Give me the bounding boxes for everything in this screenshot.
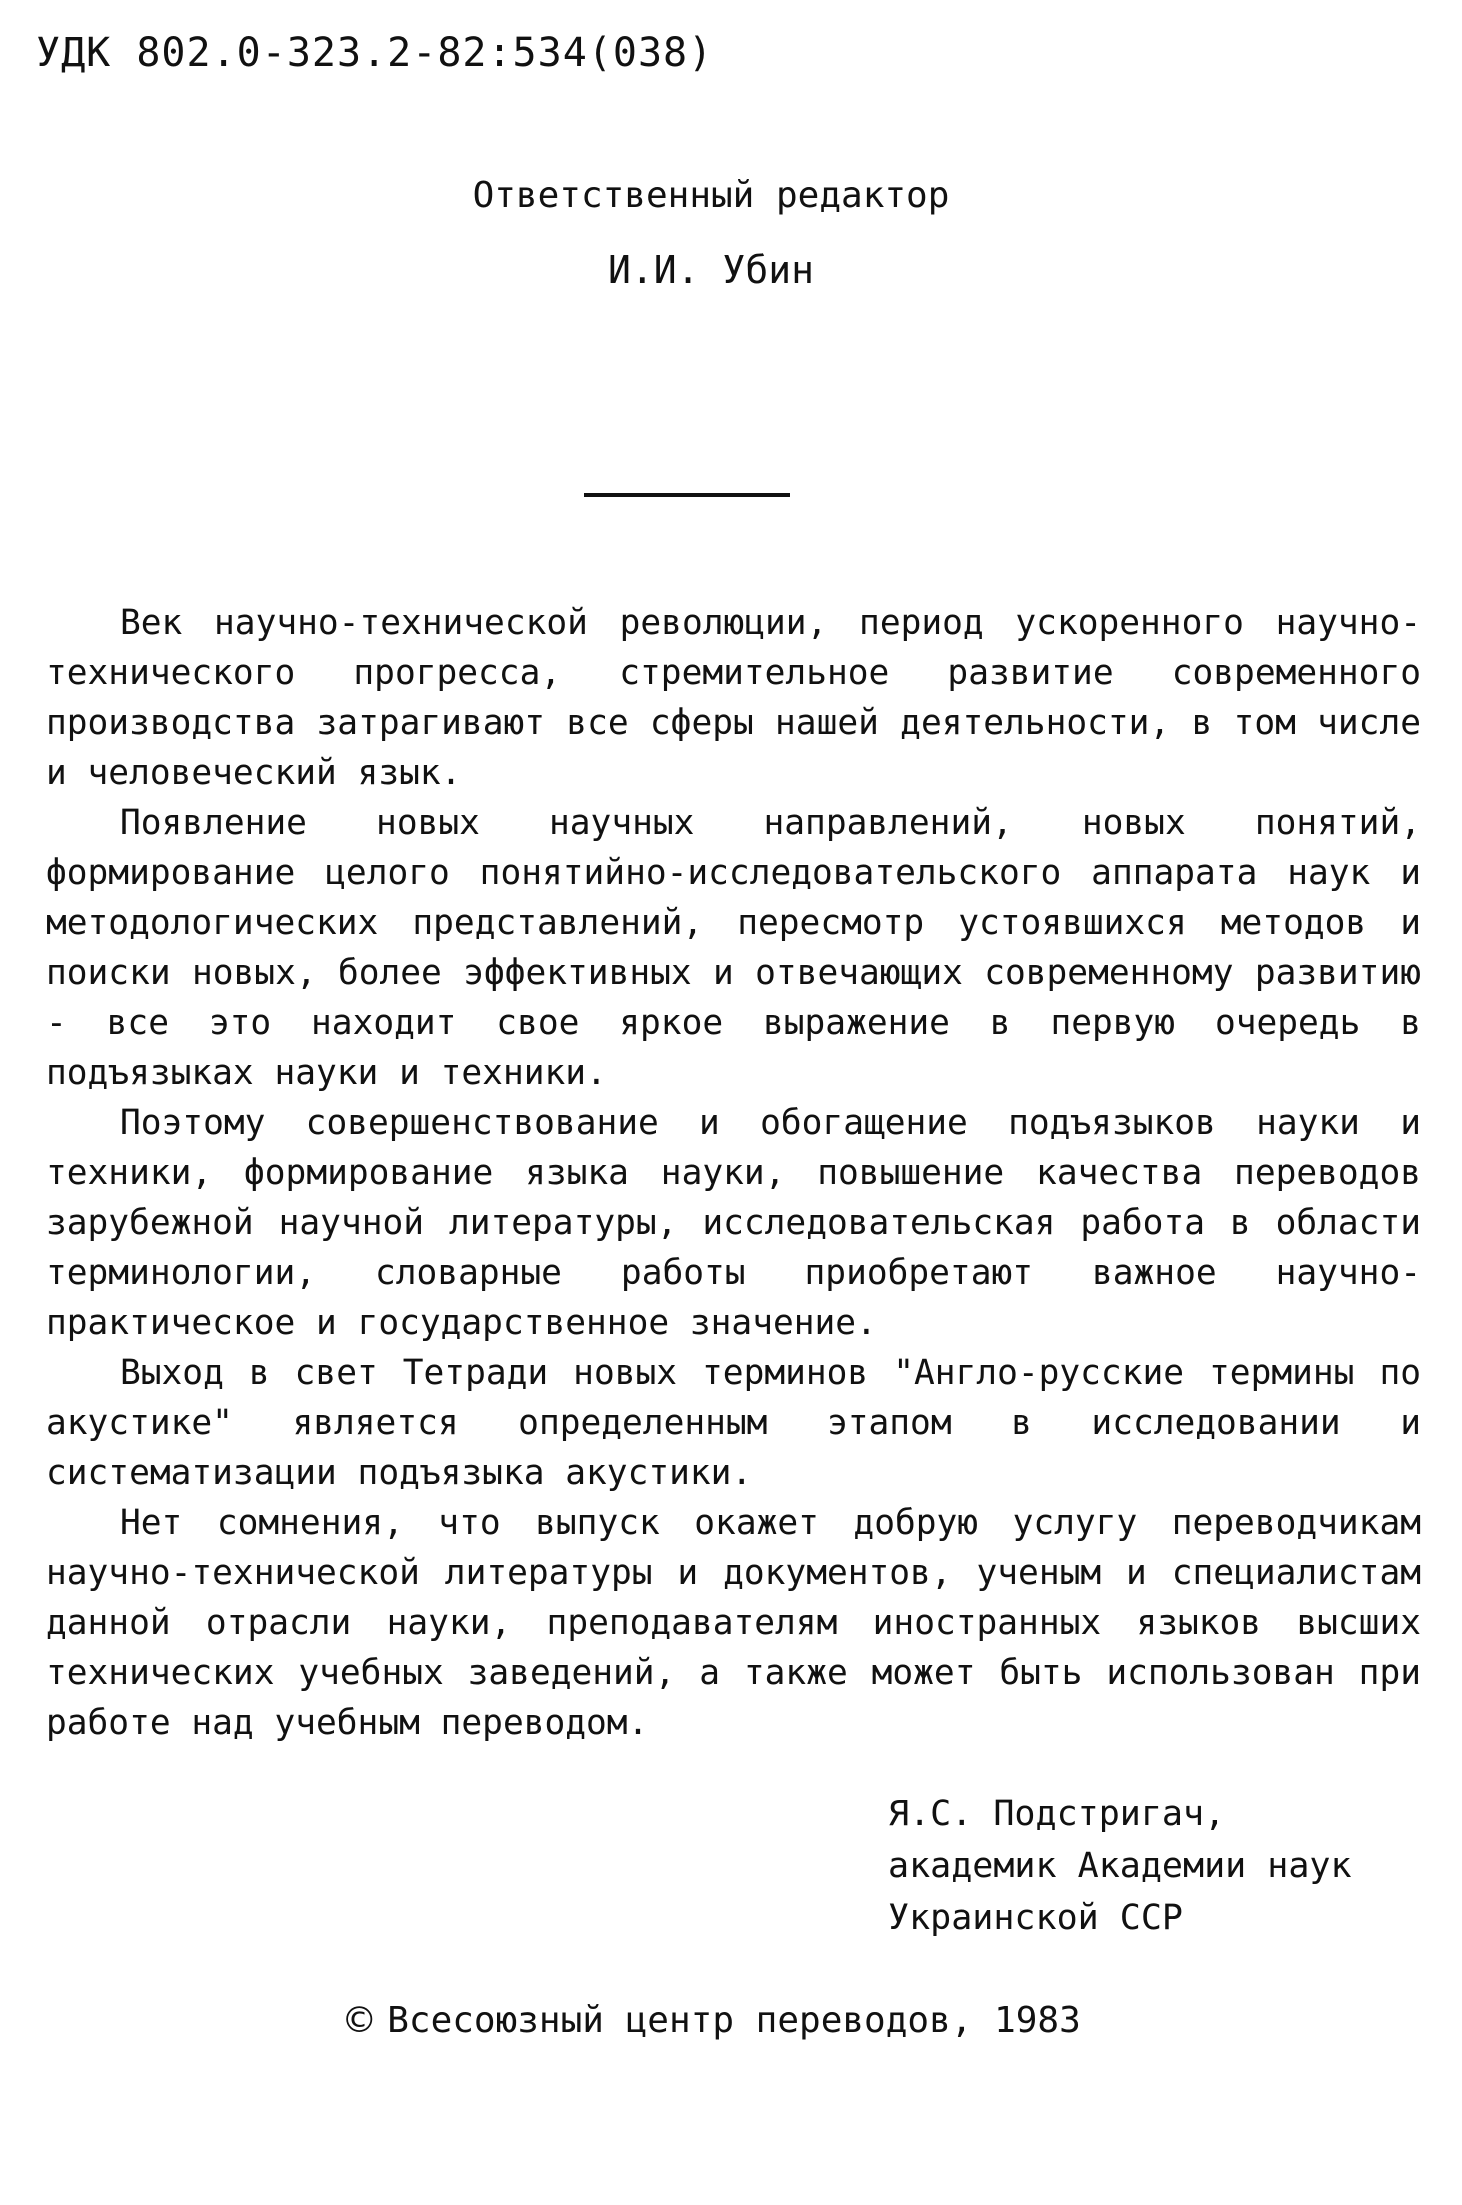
signature-affiliation: Украинской ССР: [888, 1898, 1184, 1938]
foreword-text: [46, 598, 1421, 1748]
editor-role: Ответственный редактор: [472, 175, 950, 216]
signature-title: академик Академии наук: [888, 1846, 1352, 1886]
copyright-text: Всесоюзный центр переводов, 1983: [387, 2000, 1081, 2041]
copyright-line: [0, 2000, 1442, 2041]
signature-block: [888, 1788, 1352, 1944]
copyright-icon: ©: [341, 2000, 378, 2041]
paragraph: Век научно-технической революции, период ускоренного научно-технического прогресса, стремительное развитие современного производства затрагивают все сферы нашей деятельности, в том числе и человеческий язык.: [46, 603, 1421, 793]
udk-code: УДК 802.0-323.2-82:534(038): [36, 30, 714, 76]
signature-name: Я.С. Подстригач,: [888, 1794, 1226, 1834]
paragraph: Появление новых научных направлений, новых понятий, формирование целого понятийно-исследовательского аппарата наук и методологических представлений, пересмотр устоявшихся методов и поиски новых, более эффективных и отвечающих современному развитию - все это находит свое яркое выражение в первую очередь в подъязыках науки и техники.: [46, 803, 1421, 1093]
paragraph: Выход в свет Тетради новых терминов "Англо-русские термины по акустике" является определенным этапом в исследовании и систематизации подъязыка акустики.: [46, 1353, 1421, 1493]
paragraph: Нет сомнения, что выпуск окажет добрую услугу переводчикам научно-технической литературы и документов, ученым и специалистам данной отрасли науки, преподавателям иностранных языков высших технических учебных заведений, а также может быть использован при работе над учебным переводом.: [46, 1503, 1421, 1743]
editor-name: И.И. Убин: [608, 248, 814, 292]
editor-block: [0, 172, 1462, 294]
section-divider: [584, 493, 790, 497]
paragraph: Поэтому совершенствование и обогащение подъязыков науки и техники, формирование языка науки, повышение качества переводов зарубежной научной литературы, исследовательская работа в области терминологии, словарные работы приобретают важное научно-практическое и государственное значение.: [46, 1103, 1421, 1343]
